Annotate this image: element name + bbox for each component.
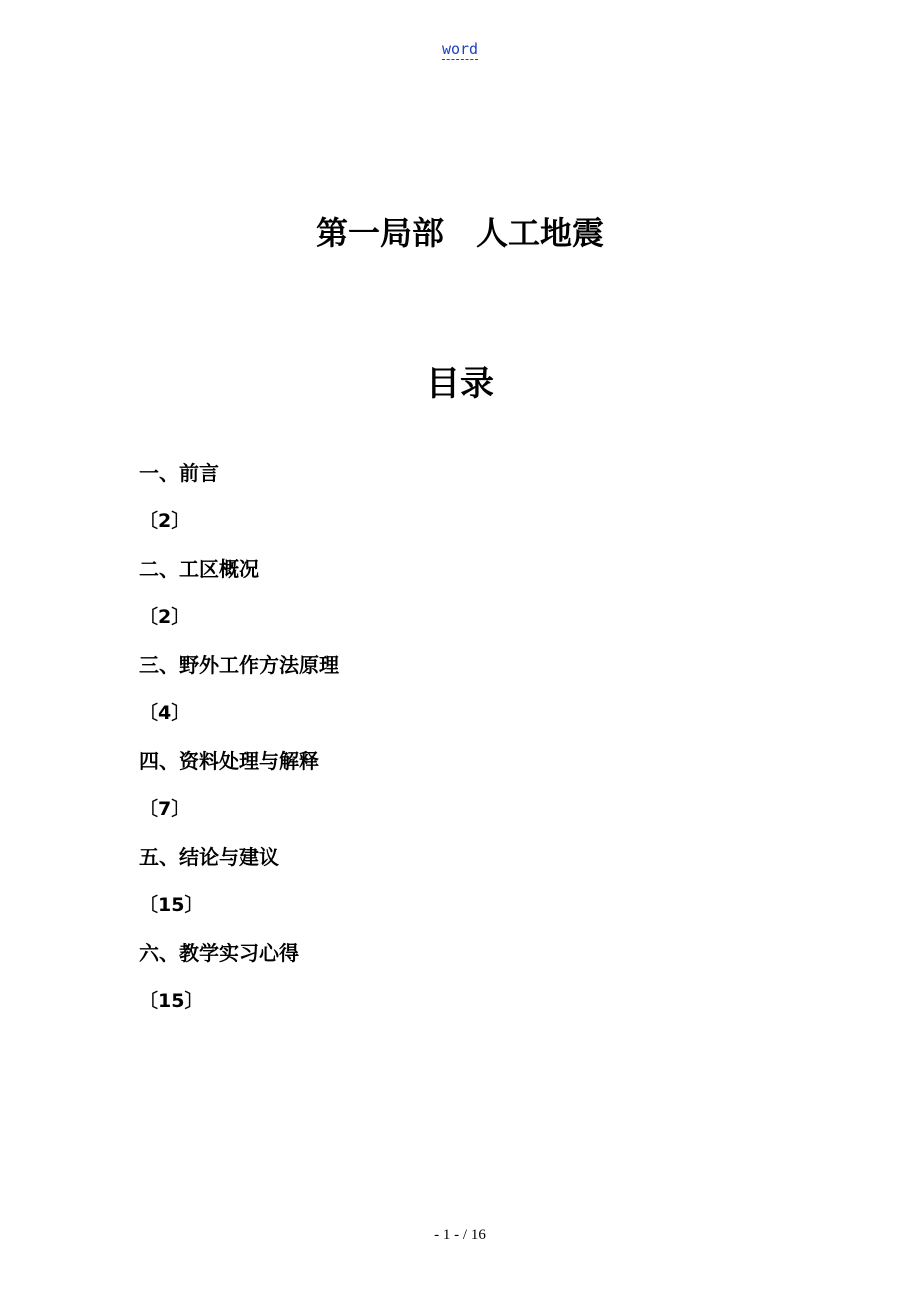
toc-page-number: 〔2〕 <box>139 510 191 532</box>
toc-entry-survey-area <box>139 553 339 649</box>
header-word-link-text[interactable]: word <box>441 40 479 58</box>
part-title: 第一局部 人工地震 <box>315 214 604 252</box>
toc-entry-data-processing <box>139 745 339 841</box>
toc-entry-field-methods <box>139 649 339 745</box>
toc-page-number: 〔15〕 <box>139 990 204 1012</box>
toc-heading[interactable]: 四、资料处理与解释 <box>139 749 319 773</box>
toc-heading[interactable]: 五、结论与建议 <box>139 845 279 869</box>
page-indicator: - 1 - / 16 <box>434 1227 486 1243</box>
toc-entry-reflections <box>139 937 339 1033</box>
toc-entry-preface <box>139 457 339 553</box>
header-word-link[interactable] <box>0 40 920 58</box>
toc-page-number: 〔7〕 <box>139 798 191 820</box>
table-of-contents <box>139 457 339 1033</box>
toc-title: 目录 <box>426 364 494 404</box>
toc-page-number: 〔2〕 <box>139 606 191 628</box>
toc-page-number: 〔4〕 <box>139 702 191 724</box>
toc-entry-conclusions <box>139 841 339 937</box>
toc-heading[interactable]: 三、野外工作方法原理 <box>139 653 339 677</box>
toc-heading[interactable]: 六、教学实习心得 <box>139 941 299 965</box>
toc-heading[interactable]: 二、工区概况 <box>139 557 259 581</box>
toc-page-number: 〔15〕 <box>139 894 204 916</box>
toc-heading[interactable]: 一、前言 <box>139 461 219 485</box>
